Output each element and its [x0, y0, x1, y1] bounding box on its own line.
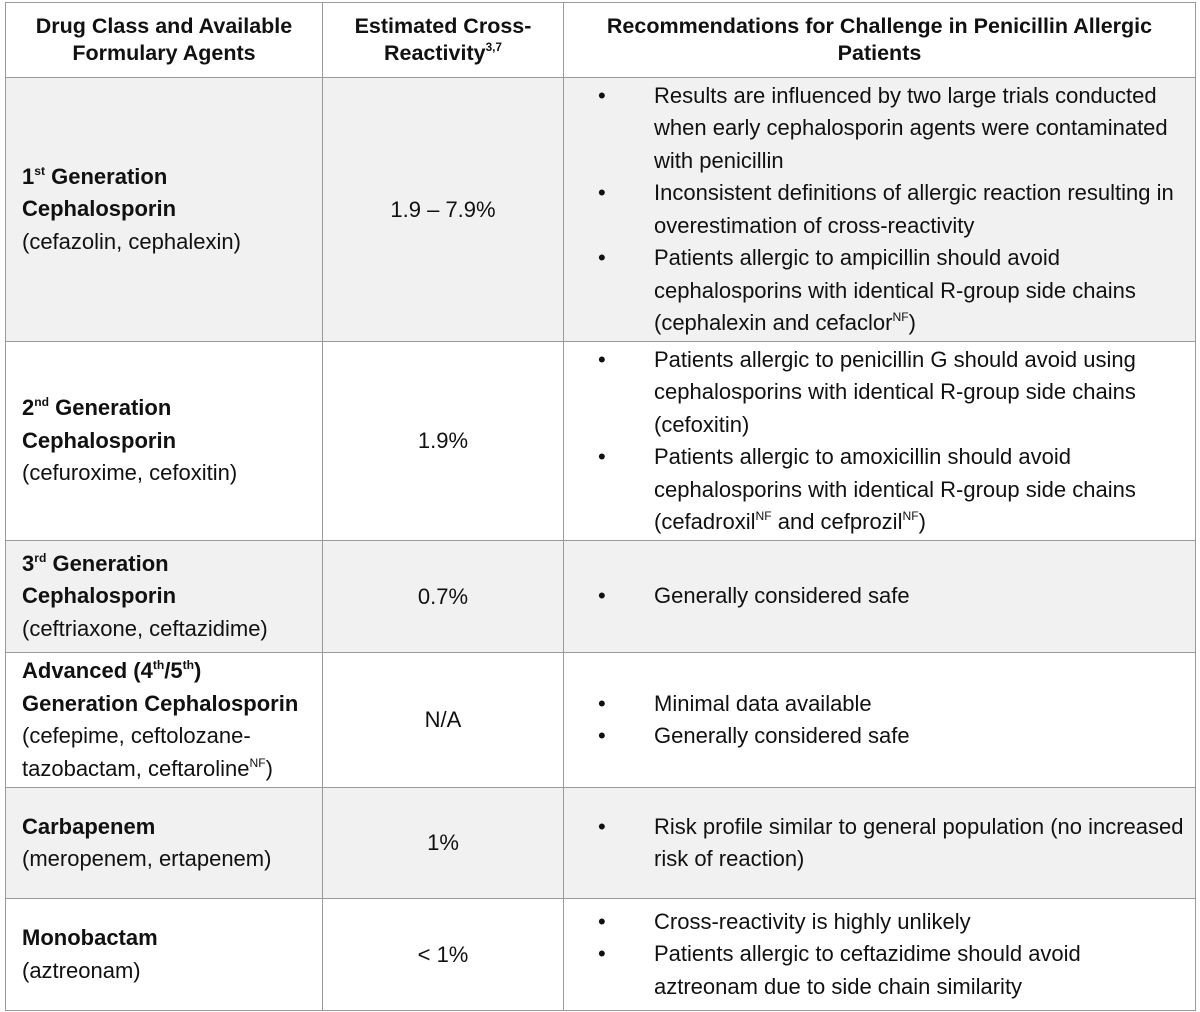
list-item: • Generally considered safe	[564, 720, 1185, 753]
header-row	[6, 3, 1196, 78]
drug-class-cell	[6, 788, 323, 899]
drug-class-name: 2nd Generation Cephalosporin	[22, 395, 177, 453]
formulary-agents: (cefepime, ceftolozane-tazobactam, ceftaroline$^{NF}$)	[22, 723, 273, 781]
recommendations-cell	[564, 78, 1196, 342]
drug-class-name: Carbapenem	[22, 813, 156, 839]
formulary-agents: (cefuroxime, cefoxitin)	[22, 460, 238, 486]
table-row	[6, 899, 1196, 1011]
cross-reactivity-value: 1.9%	[323, 342, 564, 541]
drug-class-name: Advanced (4th/5th) Generation Cephalosporin	[22, 657, 299, 716]
drug-class-name: Monobactam	[22, 925, 158, 950]
list-item: • Generally considered safe	[564, 580, 1185, 613]
list-item: • Patients allergic to ampicillin should avoid cephalosporins with identical R-group side chains (cephalexin and cefaclor$^{NF}$)	[564, 242, 1185, 340]
drug-class-name: 1st Generation Cephalosporin	[22, 163, 177, 222]
formulary-agents: (cefazolin, cephalexin)	[22, 228, 241, 254]
cross-reactivity-value: 0.7%	[323, 541, 564, 653]
cross-reactivity-table	[5, 2, 1196, 1011]
table-row	[6, 78, 1196, 342]
table-row	[6, 653, 1196, 788]
recommendations-cell	[564, 899, 1196, 1011]
table-row	[6, 788, 1196, 899]
list-item: • Patients allergic to ceftazidime should avoid aztreonam due to side chain similarity	[564, 938, 1185, 1003]
cross-reactivity-value: N/A	[323, 653, 564, 788]
drug-class-cell	[6, 541, 323, 653]
header-drug-class: Drug Class and Available Formulary Agents	[6, 3, 323, 78]
list-item: • Results are influenced by two large trials conducted when early cephalosporin agents were contaminated with penicillin	[564, 80, 1185, 178]
drug-class-name: 3rd Generation Cephalosporin	[22, 550, 177, 609]
table-row	[6, 342, 1196, 541]
list-item: • Cross-reactivity is highly unlikely	[564, 906, 1185, 939]
recommendations-cell	[564, 342, 1196, 541]
header-recommendations: Recommendations for Challenge in Penicillin Allergic Patients	[564, 3, 1196, 78]
drug-class-cell	[6, 653, 323, 788]
header-cross-reactivity: Estimated Cross- Reactivity$^{3,7}$	[323, 3, 564, 78]
recommendations-cell	[564, 788, 1196, 899]
list-item: • Patients allergic to amoxicillin should avoid cephalosporins with identical R-group side chains (cefadroxil$^{NF}$ and cefprozil$^{NF}$)	[564, 441, 1185, 539]
table-row	[6, 541, 1196, 653]
list-item: • Risk profile similar to general population (no increased risk of reaction)	[564, 811, 1185, 876]
cross-reactivity-value: 1.9 – 7.9%	[323, 78, 564, 342]
drug-class-cell	[6, 78, 323, 342]
list-item: • Inconsistent definitions of allergic reaction resulting in overestimation of cross-reactivity	[564, 177, 1185, 242]
list-item: • Minimal data available	[564, 688, 1185, 721]
formulary-agents: (ceftriaxone, ceftazidime)	[22, 615, 268, 641]
formulary-agents: (meropenem, ertapenem)	[22, 846, 272, 871]
cross-reactivity-value: < 1%	[323, 899, 564, 1011]
cross-reactivity-value: 1%	[323, 788, 564, 899]
recommendations-cell	[564, 653, 1196, 788]
drug-class-cell	[6, 342, 323, 541]
list-item: • Patients allergic to penicillin G should avoid using cephalosporins with identical R-group side chains (cefoxitin)	[564, 344, 1185, 442]
drug-class-cell	[6, 899, 323, 1011]
formulary-agents: (aztreonam)	[22, 957, 141, 983]
recommendations-cell	[564, 541, 1196, 653]
